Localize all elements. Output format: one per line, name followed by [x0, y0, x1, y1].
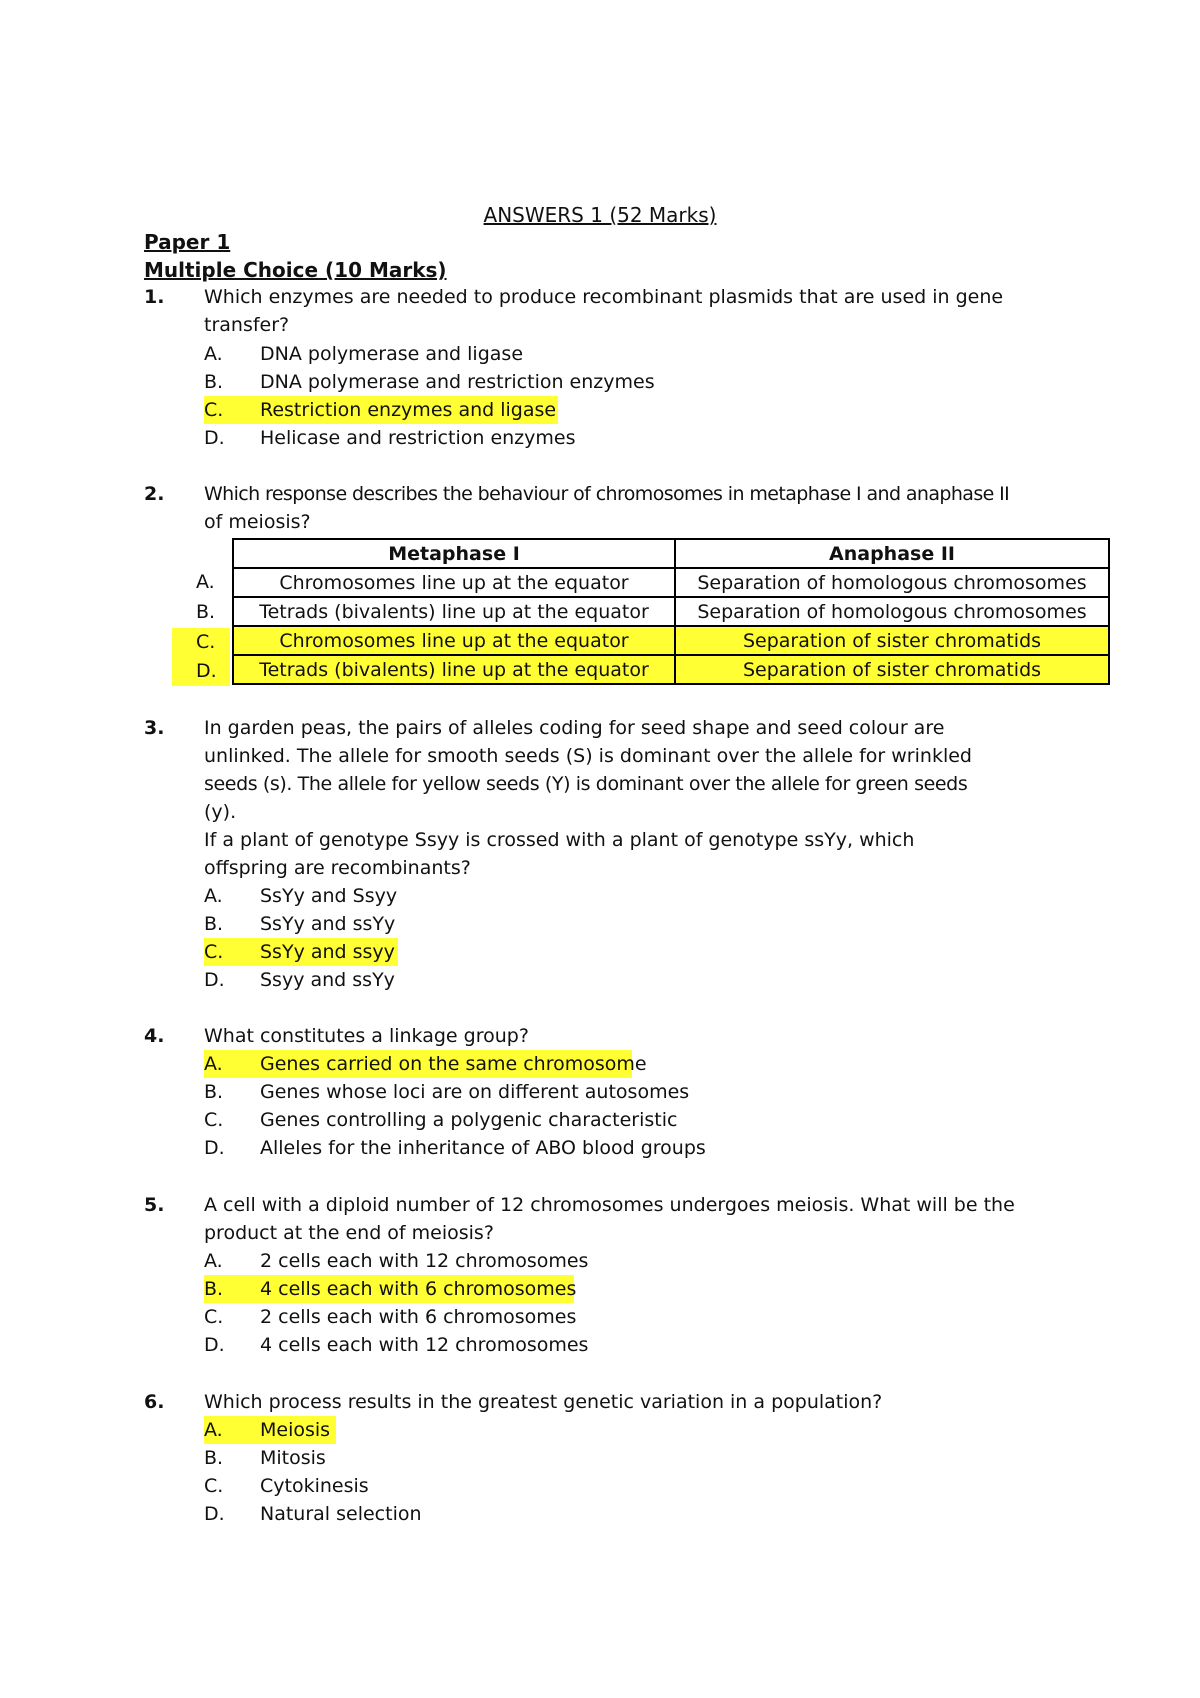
option-c-correct — [204, 938, 398, 966]
cell-anaphase: Separation of homologous chromosomes — [675, 568, 1109, 597]
row-label: A. — [196, 571, 215, 593]
option-c-correct — [204, 396, 558, 424]
option-text: DNA polymerase and ligase — [260, 343, 524, 365]
question-5-text: product at the end of meiosis? — [204, 1222, 494, 1244]
question-4-text: What constitutes a linkage group? — [204, 1025, 529, 1047]
question-5-number: 5. — [144, 1194, 165, 1216]
option-text: Ssyy and ssYy — [260, 969, 395, 991]
question-1-text: transfer? — [204, 314, 290, 336]
section-heading: Multiple Choice (10 Marks) — [144, 258, 447, 282]
table-header-row — [233, 539, 1109, 568]
option-letter: B. — [204, 913, 224, 935]
question-3-text: In garden peas, the pairs of alleles coding for seed shape and seed colour are — [204, 717, 945, 739]
table-row — [233, 597, 1109, 626]
answer-table — [232, 538, 1110, 685]
option-letter: B. — [204, 1447, 224, 1469]
row-label-correct: C. — [172, 628, 230, 657]
option-text: Helicase and restriction enzymes — [260, 427, 576, 449]
paper-heading: Paper 1 — [144, 230, 231, 254]
option-text: 4 cells each with 12 chromosomes — [260, 1334, 589, 1356]
option-letter: D. — [204, 427, 225, 449]
option-text: SsYy and ssyy — [260, 941, 395, 963]
question-3-text: seeds (s). The allele for yellow seeds (Y) is dominant over the allele for green seeds — [204, 773, 968, 795]
option-text: Meiosis — [260, 1419, 331, 1441]
option-letter: A. — [204, 343, 223, 365]
option-text: DNA polymerase and restriction enzymes — [260, 371, 655, 393]
question-2-text: Which response describes the behaviour of chromosomes in metaphase I and anaphase II — [204, 483, 1010, 505]
option-letter: C. — [204, 1306, 224, 1328]
option-letter: C. — [204, 1109, 224, 1131]
table-row-correct — [233, 626, 1109, 655]
option-text: Natural selection — [260, 1503, 422, 1525]
cell-metaphase: Chromosomes line up at the equator — [233, 626, 675, 655]
question-6-text: Which process results in the greatest genetic variation in a population? — [204, 1391, 883, 1413]
question-1-text: Which enzymes are needed to produce recombinant plasmids that are used in gene — [204, 286, 1004, 308]
option-letter: C. — [204, 399, 224, 421]
question-5-text: A cell with a diploid number of 12 chromosomes undergoes meiosis. What will be the — [204, 1194, 1015, 1216]
option-text: 2 cells each with 12 chromosomes — [260, 1250, 589, 1272]
option-text: Alleles for the inheritance of ABO blood groups — [260, 1137, 706, 1159]
question-3-number: 3. — [144, 717, 165, 739]
option-a-correct — [204, 1050, 647, 1078]
cell-metaphase: Chromosomes line up at the equator — [233, 568, 675, 597]
cell-anaphase: Separation of homologous chromosomes — [675, 597, 1109, 626]
question-3-text: offspring are recombinants? — [204, 857, 471, 879]
cell-anaphase: Separation of sister chromatids — [675, 655, 1109, 684]
question-2-number: 2. — [144, 483, 165, 505]
question-3-text: unlinked. The allele for smooth seeds (S) is dominant over the allele for wrinkled — [204, 745, 972, 767]
question-3-text: (y). — [204, 801, 237, 823]
option-text: Restriction enzymes and ligase — [260, 399, 557, 421]
table-row — [233, 568, 1109, 597]
option-letter: A. — [204, 885, 223, 907]
cell-anaphase: Separation of sister chromatids — [675, 626, 1109, 655]
question-2-text: of meiosis? — [204, 511, 311, 533]
cell-metaphase: Tetrads (bivalents) line up at the equator — [233, 597, 675, 626]
question-1-number: 1. — [144, 286, 165, 308]
option-letter: A. — [204, 1053, 223, 1075]
row-label: B. — [196, 601, 216, 623]
option-text: 4 cells each with 6 chromosomes — [260, 1278, 577, 1300]
question-4-number: 4. — [144, 1025, 165, 1047]
header-metaphase: Metaphase I — [233, 539, 675, 568]
option-text: Mitosis — [260, 1447, 326, 1469]
option-text: Genes carried on the same chromosome — [260, 1053, 647, 1075]
question-6-number: 6. — [144, 1391, 165, 1413]
option-text: Cytokinesis — [260, 1475, 369, 1497]
option-letter: A. — [204, 1250, 223, 1272]
option-letter: B. — [204, 371, 224, 393]
row-label-correct: D. — [172, 657, 230, 686]
option-letter: D. — [204, 1334, 225, 1356]
table-row-correct — [233, 655, 1109, 684]
option-letter: D. — [204, 1137, 225, 1159]
option-letter: D. — [204, 969, 225, 991]
option-letter: D. — [204, 1503, 225, 1525]
header-anaphase: Anaphase II — [675, 539, 1109, 568]
cell-metaphase: Tetrads (bivalents) line up at the equator — [233, 655, 675, 684]
option-b-correct — [204, 1275, 577, 1303]
option-text: SsYy and ssYy — [260, 913, 396, 935]
option-text: SsYy and Ssyy — [260, 885, 398, 907]
option-text: Genes controlling a polygenic characteristic — [260, 1109, 678, 1131]
option-letter: C. — [204, 1475, 224, 1497]
option-letter: B. — [204, 1278, 224, 1300]
option-a-correct — [204, 1416, 336, 1444]
page-title: ANSWERS 1 (52 Marks) — [483, 203, 717, 227]
option-letter: B. — [204, 1081, 224, 1103]
question-3-text: If a plant of genotype Ssyy is crossed with a plant of genotype ssYy, which — [204, 829, 915, 851]
option-letter: A. — [204, 1419, 223, 1441]
option-text: Genes whose loci are on different autosomes — [260, 1081, 690, 1103]
option-letter: C. — [204, 941, 224, 963]
option-text: 2 cells each with 6 chromosomes — [260, 1306, 577, 1328]
